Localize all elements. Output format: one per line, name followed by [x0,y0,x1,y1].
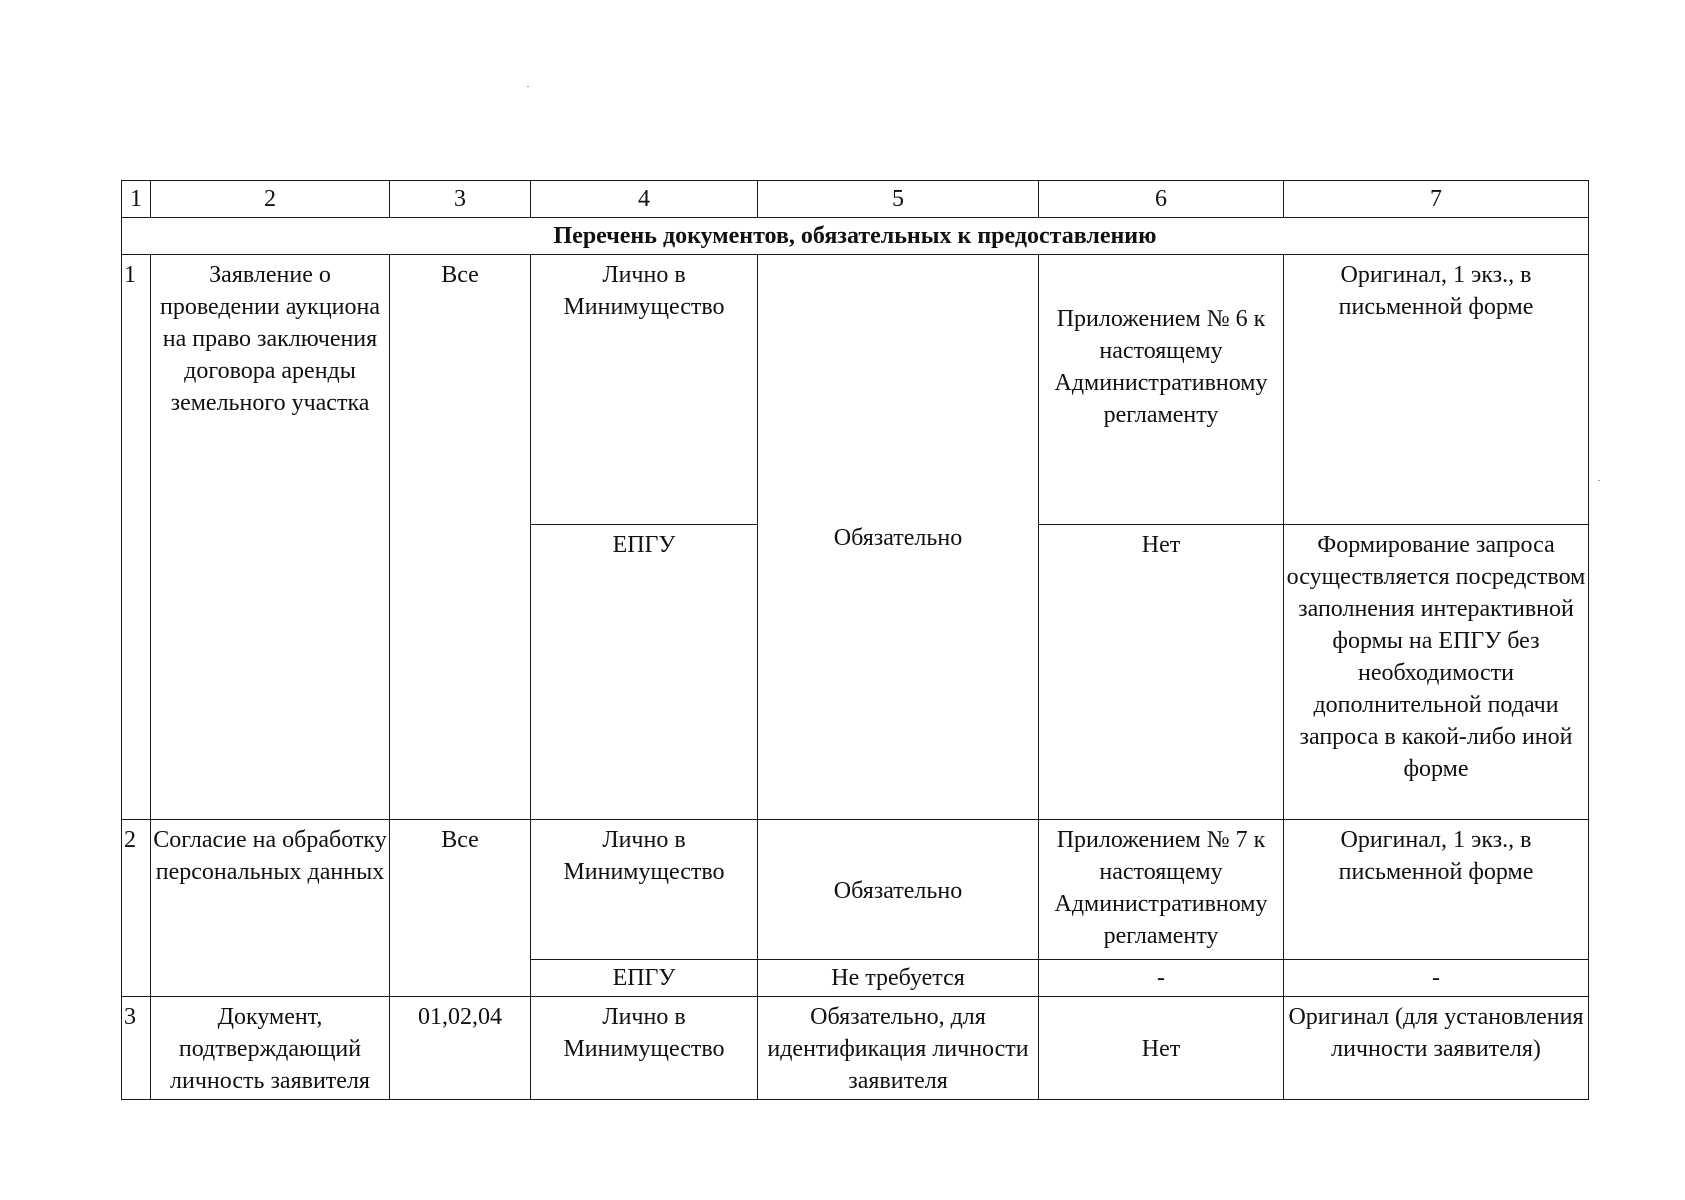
document-form: Оригинал, 1 экз., в письменной форме [1284,820,1589,960]
document-template: Приложением № 6 к настоящему Административному регламенту [1039,255,1284,525]
submission-channel: Лично в Минимущество [531,255,758,525]
document-name: Согласие на обработку персональных данных [151,820,390,997]
column-number: 3 [390,181,531,218]
scan-speck [527,86,529,87]
column-number: 1 [122,181,151,218]
column-number: 5 [758,181,1039,218]
documents-table [121,180,1589,1100]
necessity: Обязательно [758,820,1039,960]
column-number-row [122,181,1589,218]
scan-speck [1598,480,1600,481]
document-form: Оригинал (для установления личности заявителя) [1284,997,1589,1100]
submission-channel: Лично в Минимущество [531,997,758,1100]
document-template: Нет [1039,525,1284,820]
document-form: Оригинал, 1 экз., в письменной форме [1284,255,1589,525]
row-number: 3 [122,997,151,1100]
column-number: 6 [1039,181,1284,218]
row-number: 1 [122,255,151,820]
necessity: Не требуется [758,960,1039,997]
document-form: - [1284,960,1589,997]
row-number: 2 [122,820,151,997]
column-number: 4 [531,181,758,218]
document-name: Заявление о проведении аукциона на право заключения договора аренды земельного участка [151,255,390,820]
necessity: Обязательно, для идентификация личности заявителя [758,997,1039,1100]
section-title: Перечень документов, обязательных к предоставлению [122,218,1589,255]
applicant-category: Все [390,820,531,997]
document-template: - [1039,960,1284,997]
column-number: 7 [1284,181,1589,218]
document-name: Документ, подтверждающий личность заявителя [151,997,390,1100]
table-row [122,255,1589,525]
table-row [122,997,1589,1100]
applicant-category: Все [390,255,531,820]
necessity: Обязательно [758,255,1039,820]
submission-channel: ЕПГУ [531,525,758,820]
submission-channel: ЕПГУ [531,960,758,997]
table-row [122,820,1589,960]
document-form: Формирование запроса осуществляется посредством заполнения интерактивной формы на ЕПГУ без необходимости дополнительной подачи запроса в какой-либо иной форме [1284,525,1589,820]
applicant-category: 01,02,04 [390,997,531,1100]
column-number: 2 [151,181,390,218]
document-template: Нет [1039,997,1284,1100]
section-row [122,218,1589,255]
submission-channel: Лично в Минимущество [531,820,758,960]
document-template: Приложением № 7 к настоящему Административному регламенту [1039,820,1284,960]
